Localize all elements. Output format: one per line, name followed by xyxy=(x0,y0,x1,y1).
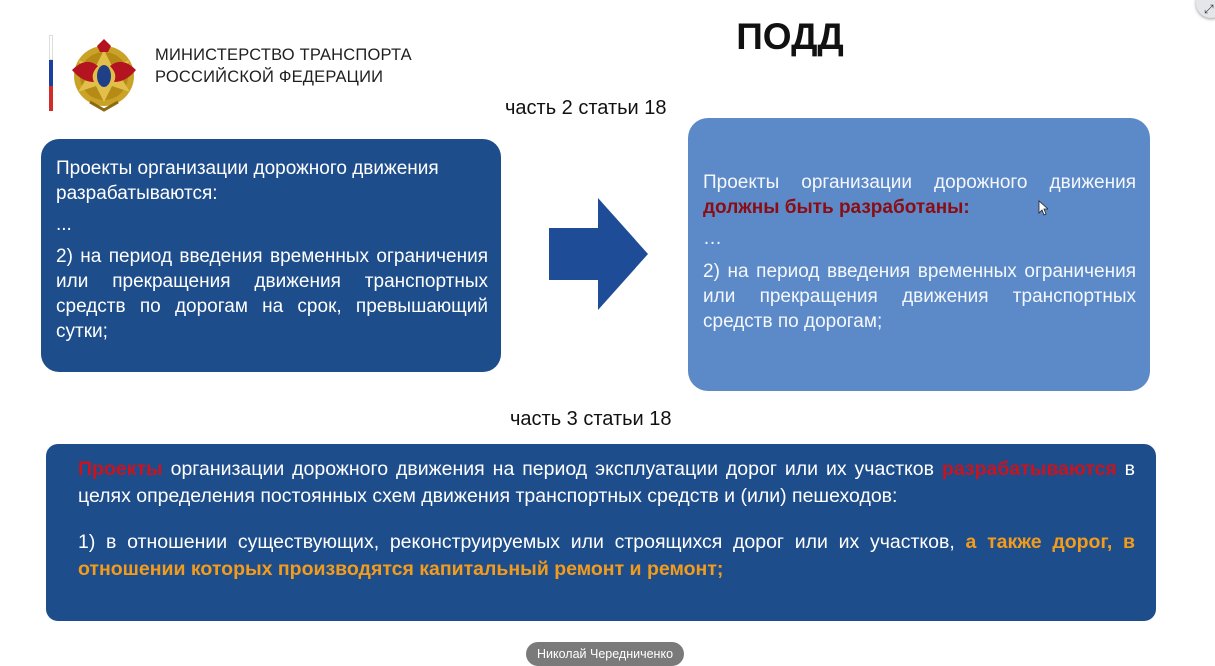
bottom-box-item1-text: 1) в отношении существующих, реконструируемых или строящихся дорог или их участков, xyxy=(78,531,955,553)
bottom-box-intro xyxy=(78,456,1135,510)
bottom-box-item1 xyxy=(78,529,1135,583)
bottom-box-text2: в целях определения постоянных схем движения транспортных средств и (или) пешеходов: xyxy=(78,458,1136,507)
ministry-name-line2: РОССИЙСКОЙ ФЕДЕРАЦИИ xyxy=(155,68,384,86)
slide-title: ПОДД xyxy=(736,16,844,57)
left-text-box xyxy=(41,139,501,372)
right-box-intro xyxy=(703,170,1136,220)
double-headed-eagle-emblem-icon xyxy=(64,36,144,112)
ministry-name-line1: МИНИСТЕРСТВО ТРАНСПОРТА xyxy=(155,46,412,64)
bottom-box-item1-emphasis: а также дорог, в отношении которых производятся капитальный ремонт и ремонт; xyxy=(78,531,1135,580)
left-box-ellipsis: ... xyxy=(56,214,72,235)
right-text-box xyxy=(688,118,1150,391)
expand-button[interactable] xyxy=(1196,0,1215,18)
left-box-intro: Проекты организации дорожного движения разрабатываются: xyxy=(56,158,439,204)
mouse-pointer-icon xyxy=(1038,200,1048,216)
speaker-name-badge: Николай Чередниченко xyxy=(526,642,684,666)
right-box-intro-emphasis: должны быть разработаны: xyxy=(703,197,970,218)
bottom-box-text1: организации дорожного движения на период эксплуатации дорог или их участков xyxy=(170,458,934,480)
right-box-item2: 2) на период введения временных ограничения или прекращения движения транспортных средств по дорогам; xyxy=(703,261,1136,332)
caption-part2-article18: часть 2 статьи 18 xyxy=(505,97,667,119)
bottom-box-word-projects: Проекты xyxy=(78,458,163,480)
right-box-intro-text: Проекты организации дорожного движения xyxy=(703,172,1136,193)
russian-flag-stripe xyxy=(49,35,53,111)
caption-part3-article18: часть 3 статьи 18 xyxy=(510,408,672,430)
right-box-ellipsis: … xyxy=(703,228,722,249)
expand-icon: ⤢ xyxy=(1204,2,1214,16)
bottom-box-word-developed: разрабатываются xyxy=(941,458,1117,480)
right-arrow-icon xyxy=(549,198,648,310)
left-box-item2: 2) на период введения временных ограничения или прекращения движения транспортных средств по дорогам на срок, превышающий сутки; xyxy=(56,246,488,342)
bottom-text-box xyxy=(46,444,1156,621)
ministry-name xyxy=(155,44,412,88)
